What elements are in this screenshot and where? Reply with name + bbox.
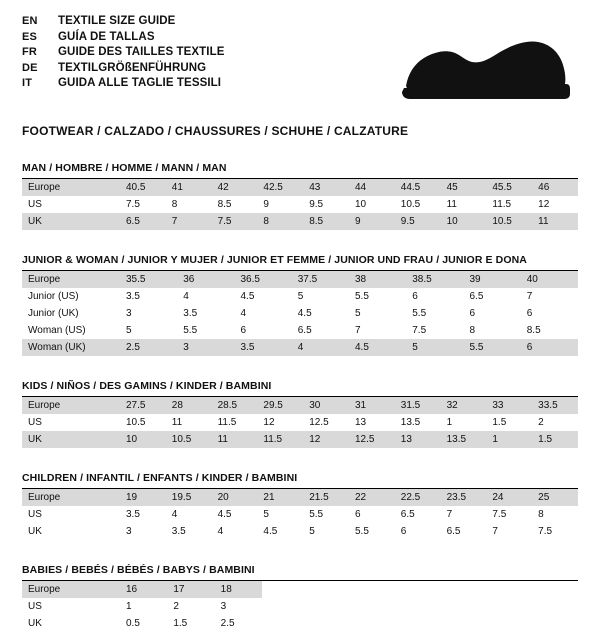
size-cell: 5 bbox=[126, 325, 132, 336]
size-cell: 1 bbox=[446, 417, 453, 428]
table-row bbox=[22, 581, 262, 598]
size-table bbox=[22, 179, 578, 230]
size-cell: 30 bbox=[303, 397, 349, 414]
size-cell: 7.5 bbox=[412, 325, 427, 336]
table-row bbox=[22, 213, 578, 230]
size-cell: 33 bbox=[486, 397, 532, 414]
row-label: US bbox=[28, 509, 42, 520]
size-cell: 13.5 bbox=[441, 431, 487, 448]
size-cell: 11 bbox=[212, 431, 258, 448]
size-cell: 13.5 bbox=[400, 417, 421, 428]
size-cell: 8 bbox=[538, 509, 544, 520]
row-label: UK bbox=[28, 618, 42, 629]
language-title: TEXTILGRÖßENFÜHRUNG bbox=[58, 61, 207, 74]
language-code: DE bbox=[22, 61, 38, 74]
size-cell: 12 bbox=[263, 417, 275, 428]
size-cell: 40 bbox=[521, 271, 578, 288]
size-cell: 3.5 bbox=[126, 509, 140, 520]
language-code: ES bbox=[22, 30, 38, 43]
size-cell: 7 bbox=[355, 325, 361, 336]
size-cell: 13 bbox=[395, 431, 441, 448]
size-cell: 33.5 bbox=[532, 397, 578, 414]
size-cell: 5.5 bbox=[355, 291, 369, 302]
size-group-heading: BABIES / BEBÉS / BÉBÉS / BABYS / BAMBINI bbox=[22, 564, 578, 581]
size-cell: 8.5 bbox=[303, 213, 349, 230]
size-cell: 10 bbox=[354, 199, 367, 210]
language-code: EN bbox=[22, 15, 38, 27]
size-cell: 29.5 bbox=[257, 397, 303, 414]
size-cell: 10 bbox=[441, 213, 487, 230]
size-cell: 36 bbox=[177, 271, 234, 288]
table-row bbox=[22, 271, 578, 288]
size-cell: 27.5 bbox=[120, 397, 166, 414]
size-cell: 5 bbox=[355, 308, 361, 319]
size-cell: 37.5 bbox=[292, 271, 349, 288]
size-cell: 7.5 bbox=[126, 199, 140, 210]
table-row bbox=[22, 397, 578, 414]
size-cell: 9.5 bbox=[309, 199, 324, 210]
size-group bbox=[22, 254, 578, 356]
size-cell: 12 bbox=[303, 431, 349, 448]
size-cell: 5.5 bbox=[464, 339, 521, 356]
size-cell: 3.5 bbox=[126, 291, 140, 302]
size-cell: 8 bbox=[257, 213, 303, 230]
size-cell: 10.5 bbox=[486, 213, 532, 230]
size-cell: 3.5 bbox=[183, 308, 198, 319]
size-table bbox=[22, 271, 578, 356]
size-group-heading: JUNIOR & WOMAN / JUNIOR Y MUJER / JUNIOR ET FEMME / JUNIOR UND FRAU / JUNIOR E DONA bbox=[22, 254, 578, 271]
size-cell: 3.5 bbox=[235, 339, 292, 356]
size-cell: 21.5 bbox=[303, 489, 349, 506]
size-cell: 6 bbox=[526, 308, 533, 319]
size-cell: 5.5 bbox=[354, 526, 369, 537]
size-cell: 4 bbox=[217, 526, 224, 537]
size-cell: 12.5 bbox=[309, 417, 329, 428]
language-title: GUIDA ALLE TAGLIE TESSILI bbox=[58, 77, 222, 89]
size-cell: 6 bbox=[354, 509, 361, 520]
size-cell: 9 bbox=[263, 199, 269, 210]
language-code: IT bbox=[22, 77, 33, 89]
size-cell: 5 bbox=[263, 509, 269, 520]
size-cell: 3 bbox=[177, 339, 234, 356]
size-table bbox=[22, 581, 262, 632]
language-row bbox=[22, 30, 225, 46]
size-cell: 1 bbox=[126, 601, 132, 612]
size-cell: 1.5 bbox=[532, 431, 578, 448]
size-cell: 11 bbox=[171, 417, 183, 428]
size-cell: 6.5 bbox=[120, 213, 166, 230]
table-row bbox=[22, 598, 262, 615]
size-cell: 4 bbox=[292, 339, 349, 356]
size-cell: 9 bbox=[349, 213, 395, 230]
size-cell: 22 bbox=[349, 489, 395, 506]
size-cell: 3 bbox=[126, 526, 132, 537]
language-title: TEXTILE SIZE GUIDE bbox=[58, 15, 176, 27]
size-cell: 43 bbox=[303, 179, 349, 196]
size-group bbox=[22, 380, 578, 448]
size-cell: 40.5 bbox=[120, 179, 166, 196]
size-cell: 6.5 bbox=[297, 325, 312, 336]
size-cell: 2 bbox=[538, 417, 544, 428]
size-cell: 5 bbox=[297, 291, 304, 302]
size-cell: 11.5 bbox=[217, 417, 237, 428]
table-row bbox=[22, 196, 578, 213]
language-list bbox=[22, 14, 225, 92]
language-row bbox=[22, 14, 225, 30]
row-label: Europe bbox=[22, 179, 120, 196]
size-cell: 7 bbox=[446, 509, 453, 520]
size-cell: 0.5 bbox=[126, 618, 140, 629]
language-code: FR bbox=[22, 46, 38, 58]
row-label: UK bbox=[22, 213, 120, 230]
size-cell: 10.5 bbox=[126, 417, 146, 428]
table-row bbox=[22, 288, 578, 305]
table-row bbox=[22, 179, 578, 196]
size-cell: 4.5 bbox=[217, 509, 232, 520]
size-cell: 1.5 bbox=[173, 618, 188, 629]
size-group-heading: MAN / HOMBRE / HOMME / MANN / MAN bbox=[22, 162, 578, 179]
size-cell: 8.5 bbox=[526, 325, 541, 336]
size-cell: 6 bbox=[412, 291, 418, 302]
size-cell: 5.5 bbox=[183, 325, 198, 336]
size-cell: 2.5 bbox=[120, 339, 177, 356]
table-row bbox=[22, 489, 578, 506]
size-cell: 9.5 bbox=[395, 213, 441, 230]
size-cell: 18 bbox=[215, 581, 262, 598]
size-group bbox=[22, 564, 578, 632]
row-label: Junior (UK) bbox=[28, 308, 79, 319]
size-cell: 41 bbox=[166, 179, 212, 196]
row-label: Europe bbox=[22, 489, 120, 506]
size-table bbox=[22, 397, 578, 448]
size-cell: 7.5 bbox=[538, 526, 553, 537]
size-cell: 7.5 bbox=[492, 509, 507, 520]
size-cell: 42 bbox=[212, 179, 258, 196]
language-row bbox=[22, 76, 225, 92]
row-label: Europe bbox=[22, 271, 120, 288]
size-cell: 7 bbox=[526, 291, 533, 302]
size-cell: 12 bbox=[538, 199, 550, 210]
size-cell: 21 bbox=[257, 489, 303, 506]
size-cell: 3 bbox=[220, 601, 227, 612]
size-cell: 4.5 bbox=[349, 339, 406, 356]
size-cell: 6 bbox=[240, 325, 247, 336]
row-label: Europe bbox=[22, 581, 120, 598]
row-label: Junior (US) bbox=[28, 291, 79, 302]
size-cell: 23.5 bbox=[441, 489, 487, 506]
size-cell: 17 bbox=[167, 581, 214, 598]
size-cell: 5.5 bbox=[309, 509, 324, 520]
size-cell: 12.5 bbox=[349, 431, 395, 448]
size-cell: 7 bbox=[166, 213, 212, 230]
row-label: UK bbox=[28, 526, 42, 537]
size-cell: 6 bbox=[400, 526, 407, 537]
size-cell: 28.5 bbox=[212, 397, 258, 414]
size-cell: 22.5 bbox=[395, 489, 441, 506]
size-cell: 11 bbox=[532, 213, 578, 230]
size-group bbox=[22, 472, 578, 540]
size-cell: 25 bbox=[532, 489, 578, 506]
size-cell: 39 bbox=[464, 271, 521, 288]
row-label: UK bbox=[22, 431, 120, 448]
size-cell: 38.5 bbox=[406, 271, 463, 288]
size-cell: 20 bbox=[212, 489, 258, 506]
size-cell: 10 bbox=[120, 431, 166, 448]
size-cell: 8 bbox=[469, 325, 476, 336]
size-cell: 7 bbox=[492, 526, 498, 537]
table-row bbox=[22, 431, 578, 448]
size-cell: 4 bbox=[183, 291, 189, 302]
size-cell: 24 bbox=[486, 489, 532, 506]
table-row bbox=[22, 322, 578, 339]
size-cell: 4 bbox=[240, 308, 247, 319]
size-cell: 38 bbox=[349, 271, 406, 288]
document-header bbox=[22, 14, 578, 110]
size-cell: 1.5 bbox=[492, 417, 507, 428]
size-cell: 11.5 bbox=[492, 199, 512, 210]
size-group-heading: CHILDREN / INFANTIL / ENFANTS / KINDER / BAMBINI bbox=[22, 472, 578, 489]
size-cell: 5 bbox=[309, 526, 315, 537]
size-cell: 6.5 bbox=[400, 509, 415, 520]
size-table bbox=[22, 489, 578, 540]
size-cell: 13 bbox=[354, 417, 367, 428]
language-row bbox=[22, 61, 225, 77]
table-row bbox=[22, 339, 578, 356]
size-cell: 11 bbox=[446, 199, 457, 210]
table-row bbox=[22, 615, 262, 632]
size-cell: 31 bbox=[349, 397, 395, 414]
size-cell: 6 bbox=[521, 339, 578, 356]
size-cell: 6.5 bbox=[446, 526, 461, 537]
row-label: US bbox=[28, 601, 42, 612]
size-cell: 31.5 bbox=[395, 397, 441, 414]
size-cell: 35.5 bbox=[120, 271, 177, 288]
size-cell: 4.5 bbox=[240, 291, 255, 302]
size-cell: 8.5 bbox=[217, 199, 232, 210]
size-cell: 42.5 bbox=[257, 179, 303, 196]
table-row bbox=[22, 305, 578, 322]
language-title: GUÍA DE TALLAS bbox=[58, 30, 155, 43]
size-cell: 10.5 bbox=[166, 431, 212, 448]
size-cell: 45 bbox=[441, 179, 487, 196]
row-label: US bbox=[28, 199, 42, 210]
size-cell: 2.5 bbox=[220, 618, 235, 629]
size-cell: 19.5 bbox=[166, 489, 212, 506]
size-cell: 8 bbox=[171, 199, 178, 210]
size-group-heading: KIDS / NIÑOS / DES GAMINS / KINDER / BAMBINI bbox=[22, 380, 578, 397]
size-cell: 16 bbox=[120, 581, 167, 598]
size-cell: 2 bbox=[173, 601, 179, 612]
size-cell: 4.5 bbox=[297, 308, 312, 319]
size-cell: 4 bbox=[171, 509, 178, 520]
size-cell: 6 bbox=[469, 308, 476, 319]
row-label: Woman (UK) bbox=[22, 339, 120, 356]
language-row bbox=[22, 45, 225, 61]
row-label: Woman (US) bbox=[28, 325, 86, 336]
size-cell: 36.5 bbox=[235, 271, 292, 288]
size-cell: 3 bbox=[126, 308, 132, 319]
size-cell: 7.5 bbox=[212, 213, 258, 230]
size-cell: 5.5 bbox=[412, 308, 427, 319]
page-title: FOOTWEAR / CALZADO / CHAUSSURES / SCHUHE / CALZATURE bbox=[22, 124, 409, 138]
language-title: GUIDE DES TAILLES TEXTILE bbox=[58, 46, 225, 58]
size-cell: 45.5 bbox=[486, 179, 532, 196]
size-cell: 19 bbox=[120, 489, 166, 506]
size-cell: 32 bbox=[441, 397, 487, 414]
row-label: Europe bbox=[22, 397, 120, 414]
table-row bbox=[22, 414, 578, 431]
row-label: US bbox=[28, 417, 42, 428]
size-cell: 6.5 bbox=[469, 291, 484, 302]
table-row bbox=[22, 523, 578, 540]
size-cell: 11.5 bbox=[257, 431, 303, 448]
size-cell: 28 bbox=[166, 397, 212, 414]
size-group bbox=[22, 162, 578, 230]
size-cell: 46 bbox=[532, 179, 578, 196]
size-cell: 44 bbox=[349, 179, 395, 196]
size-cell: 10.5 bbox=[400, 199, 421, 210]
size-cell: 3.5 bbox=[171, 526, 186, 537]
dress-shoe-icon bbox=[392, 30, 572, 110]
size-cell: 5 bbox=[406, 339, 463, 356]
size-cell: 4.5 bbox=[263, 526, 278, 537]
size-tables-container bbox=[22, 162, 578, 632]
size-cell: 44.5 bbox=[395, 179, 441, 196]
table-row bbox=[22, 506, 578, 523]
size-cell: 1 bbox=[486, 431, 532, 448]
